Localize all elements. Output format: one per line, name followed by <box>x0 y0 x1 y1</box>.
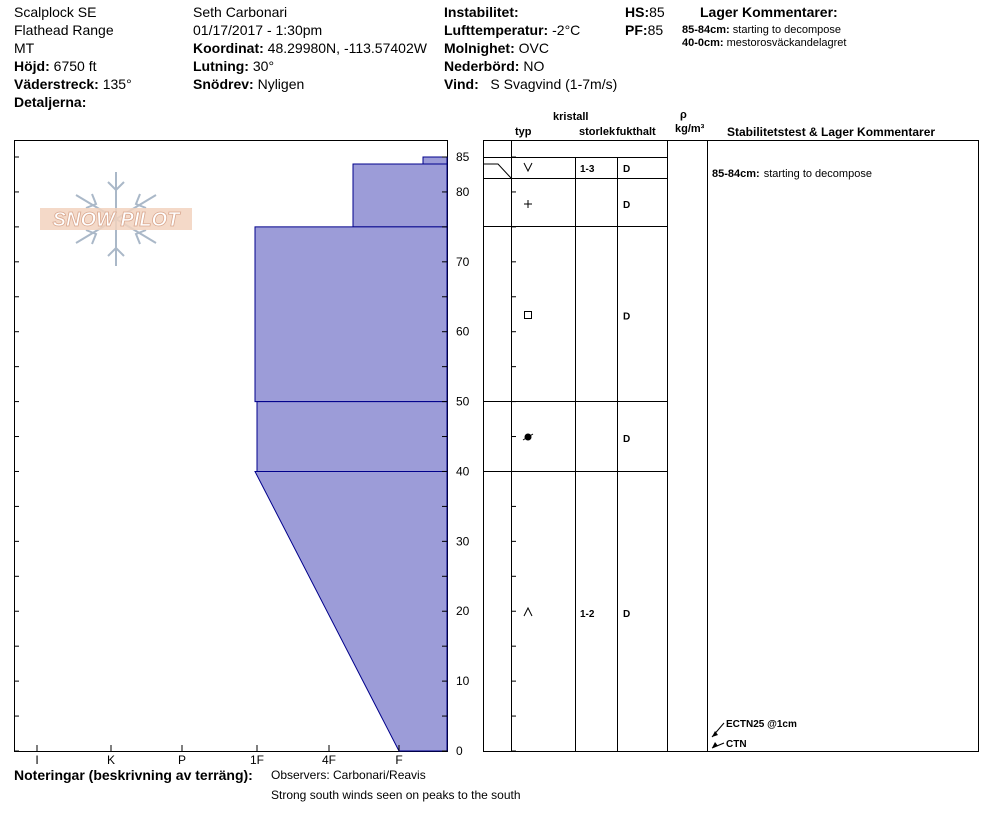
stability-test-label: CTN <box>726 739 747 750</box>
surface-hoar-icon <box>524 163 532 171</box>
hs-label: HS: <box>625 4 650 20</box>
layer-comments-title: Lager Kommentarer: <box>700 4 838 20</box>
moisture-value: D <box>623 164 631 175</box>
y-tick-label: 10 <box>456 674 470 689</box>
hardness-bar <box>255 471 447 751</box>
notes-line-2: Strong south winds seen on peaks to the south <box>271 788 521 802</box>
state-name: MT <box>14 40 35 56</box>
observer-name: Seth Carbonari <box>193 4 288 20</box>
precip-value: NO <box>523 58 545 74</box>
faceted-crystal-icon <box>525 312 532 319</box>
grain-type-icon <box>525 312 532 319</box>
observation-datetime: 01/17/2017 - 1:30pm <box>193 22 323 38</box>
layer-connector <box>483 164 511 178</box>
y-tick-label: 60 <box>456 324 470 339</box>
elevation-value: 6750 ft <box>53 58 97 74</box>
y-tick-label: 50 <box>456 394 470 409</box>
col-fukthalt: fukthalt <box>616 126 656 138</box>
notes-line-1: Observers: Carbonari/Reavis <box>271 768 426 782</box>
stability-test-label: ECTN25 @1cm <box>726 719 797 730</box>
coordinate-value: 48.29980N, -113.57402W <box>267 40 427 56</box>
grain-type-icon <box>524 200 532 208</box>
y-tick-label: 40 <box>456 464 470 479</box>
test-arrowhead <box>712 731 718 737</box>
wind-label: Vind: <box>444 76 479 92</box>
stability-comment-range: 85-84cm: <box>712 168 760 180</box>
sky-value: OVC <box>518 40 549 56</box>
details-label: Detaljerna: <box>14 94 87 110</box>
x-tick-label: 1F <box>249 753 265 767</box>
grain-size-value: 1-3 <box>580 164 595 175</box>
pf-value: 85 <box>647 22 664 38</box>
grain-type-icon <box>524 163 532 171</box>
x-axis <box>35 745 402 767</box>
col-density-unit: kg/m³ <box>675 123 705 135</box>
slope-label: Lutning: <box>193 58 249 74</box>
depth-hoar-icon <box>524 608 532 616</box>
hardness-bar <box>353 164 447 227</box>
grain-type-icon <box>524 608 532 616</box>
layer-comment-text: starting to decompose <box>732 24 841 36</box>
y-tick-label: 20 <box>456 604 470 619</box>
drift-value: Nyligen <box>257 76 305 92</box>
col-typ: typ <box>515 126 532 138</box>
y-tick-label: 70 <box>456 254 470 269</box>
x-tick-label: F <box>395 753 403 767</box>
slope-value: 30° <box>252 58 275 74</box>
moisture-value: D <box>623 311 631 323</box>
col-stability-title: Stabilitetstest & Lager Kommentarer <box>727 125 936 139</box>
grain-size-value: 1-2 <box>580 609 595 620</box>
hardness-bar <box>423 157 447 164</box>
sky-label: Molnighet: <box>444 40 515 56</box>
hardness-profile <box>255 157 447 751</box>
layer-comment-range: 85-84cm: <box>682 24 730 36</box>
layer-table-frame <box>484 141 979 752</box>
moisture-value: D <box>623 434 631 445</box>
y-tick-label: 0 <box>456 744 463 758</box>
moisture-value: D <box>623 200 631 211</box>
airtemp-value: -2°C <box>552 22 581 38</box>
grain-type-icon <box>523 434 533 441</box>
col-kristall: kristall <box>553 111 589 123</box>
airtemp-label: Lufttemperatur: <box>444 22 549 38</box>
drift-label: Snödrev: <box>193 76 254 92</box>
instability-label: Instabilitet: <box>444 4 519 20</box>
layer-comment-range: 40-0cm: <box>682 37 724 49</box>
stability-comment-text: starting to decompose <box>763 168 872 180</box>
wind-value: S Svagvind (1-7m/s) <box>490 76 618 92</box>
precip-label: Nederbörd: <box>444 58 520 74</box>
hs-value: 85 <box>649 4 665 20</box>
stability-tests <box>712 719 797 750</box>
pf-label: PF: <box>625 22 648 38</box>
moisture-value: D <box>623 609 631 620</box>
aspect-value: 135° <box>102 76 132 92</box>
y-tick-label: 85 <box>456 150 470 164</box>
logo-text: SNOW PILOT <box>52 209 180 231</box>
range-name: Flathead Range <box>14 22 114 38</box>
location-name: Scalplock SE <box>14 4 97 20</box>
aspect-label: Väderstreck: <box>14 76 99 92</box>
y-tick-label: 30 <box>456 534 470 549</box>
hardness-bar <box>255 227 447 402</box>
hardness-bar <box>257 402 447 472</box>
x-tick-label: P <box>177 753 187 767</box>
layer-comment-text: mestorosväckandelagret <box>726 37 847 49</box>
stability-comment <box>712 168 872 180</box>
elevation-label: Höjd: <box>14 58 50 74</box>
x-tick-label: 4F <box>321 753 337 767</box>
col-rho: ρ <box>680 109 687 121</box>
coordinate-label: Koordinat: <box>193 40 264 56</box>
y-tick-label: 80 <box>456 184 470 199</box>
x-tick-label: I <box>35 753 39 767</box>
x-tick-label: K <box>106 753 116 767</box>
snowpilot-logo <box>40 172 192 266</box>
notes-label: Noteringar (beskrivning av terräng): <box>14 767 253 783</box>
col-storlek: storlek <box>579 126 616 138</box>
